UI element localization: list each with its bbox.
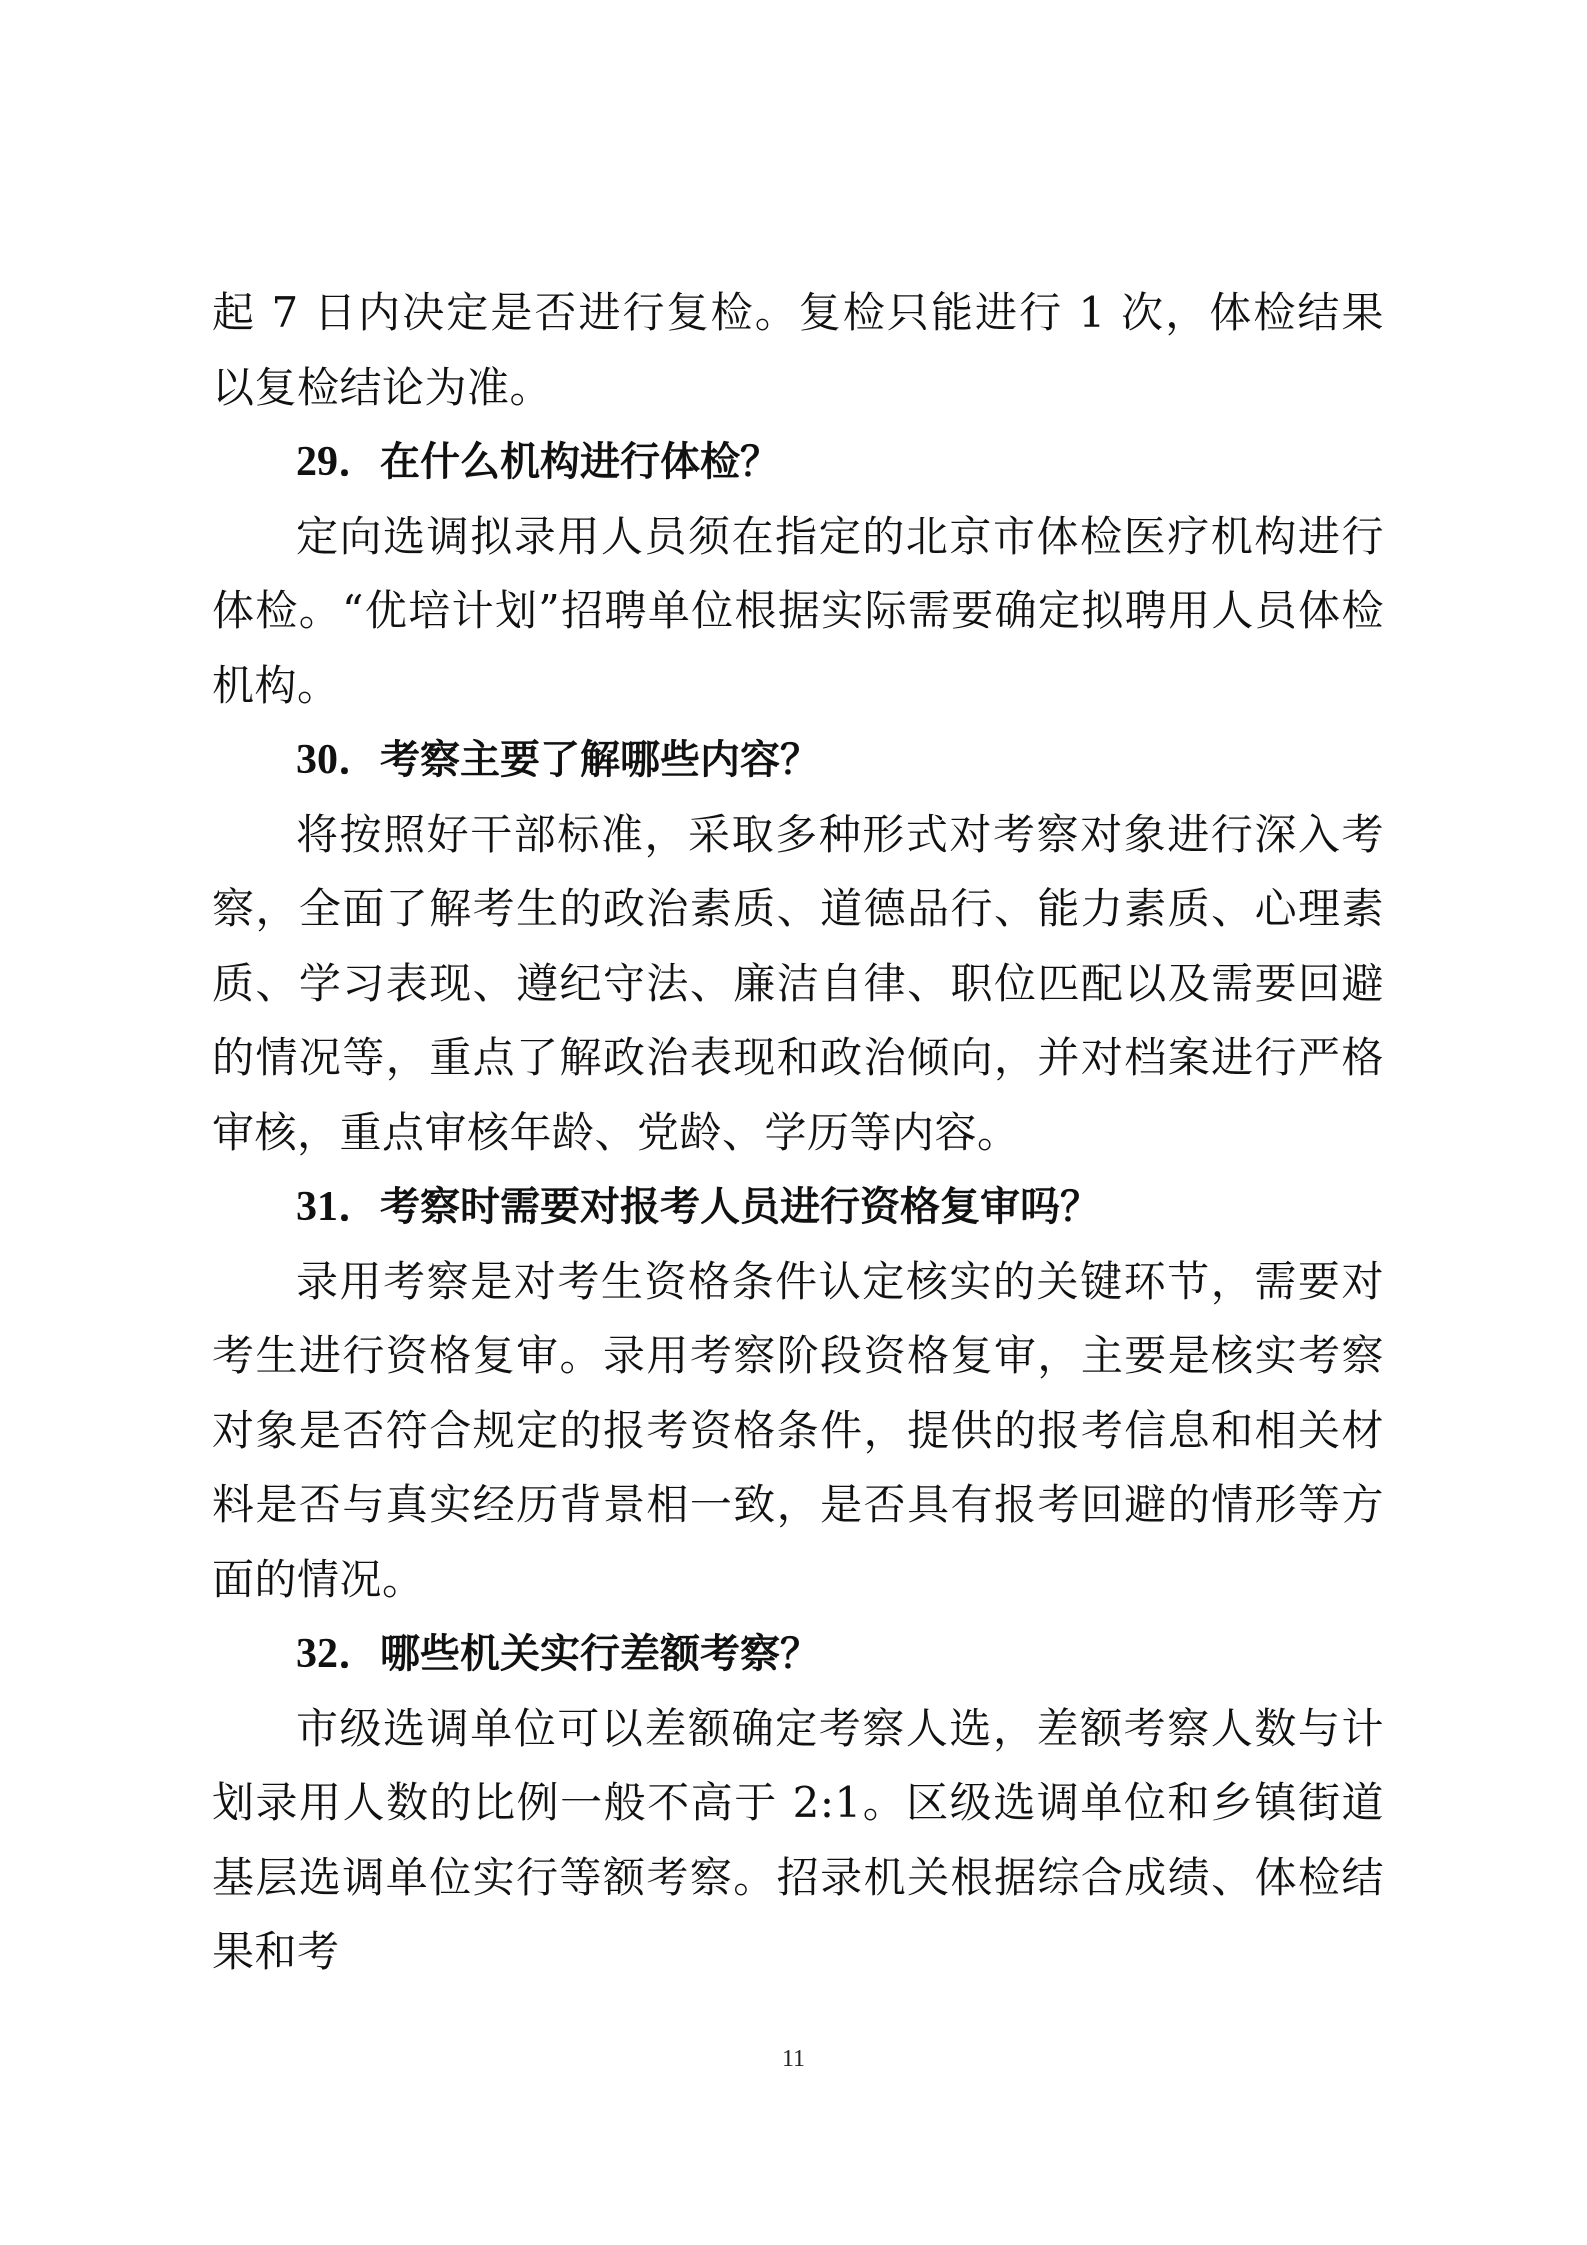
question-text: 考察时需要对报考人员进行资格复审吗？ bbox=[380, 1184, 1101, 1230]
question-number: 32． bbox=[296, 1631, 381, 1677]
question-number: 29． bbox=[296, 439, 381, 485]
page-body bbox=[212, 276, 1384, 1990]
answer-32-paragraph: 市级选调单位可以差额确定考察人选，差额考察人数与计划录用人数的比例一般不高于 2:1。区级选调单位和乡镇街道基层选调单位实行等额考察。招录机关根据综合成绩、体检结果和考 bbox=[212, 1703, 1384, 1976]
answer-31-paragraph: 录用考察是对考生资格条件认定核实的关键环节，需要对考生进行资格复审。录用考察阶段资格复审，主要是核实考察对象是否符合规定的报考资格条件，提供的报考信息和相关材料是否与真实经历背景相一致，是否具有报考回避的情形等方面的情况。 bbox=[212, 1256, 1384, 1604]
question-29-heading bbox=[212, 425, 1384, 500]
question-32-heading bbox=[212, 1617, 1384, 1692]
page-number: 11 bbox=[781, 2046, 806, 2072]
question-31-heading bbox=[212, 1170, 1384, 1245]
paragraph-continuation: 起 7 日内决定是否进行复检。复检只能进行 1 次，体检结果以复检结论为准。 bbox=[212, 288, 1384, 412]
question-30-heading bbox=[212, 723, 1384, 798]
question-text: 哪些机关实行差额考察？ bbox=[380, 1631, 821, 1677]
answer-30-paragraph: 将按照好干部标准，采取多种形式对考察对象进行深入考察，全面了解考生的政治素质、道德品行、能力素质、心理素质、学习表现、遵纪守法、廉洁自律、职位匹配以及需要回避的情况等，重点了解政治表现和政治倾向，并对档案进行严格审核，重点审核年龄、党龄、学历等内容。 bbox=[212, 809, 1384, 1157]
question-text: 在什么机构进行体检？ bbox=[380, 439, 781, 485]
question-number: 31． bbox=[296, 1184, 381, 1230]
question-number: 30． bbox=[296, 737, 381, 783]
answer-29-paragraph: 定向选调拟录用人员须在指定的北京市体检医疗机构进行体检。“优培计划”招聘单位根据实际需要确定拟聘用人员体检机构。 bbox=[212, 511, 1384, 710]
question-text: 考察主要了解哪些内容？ bbox=[380, 737, 821, 783]
